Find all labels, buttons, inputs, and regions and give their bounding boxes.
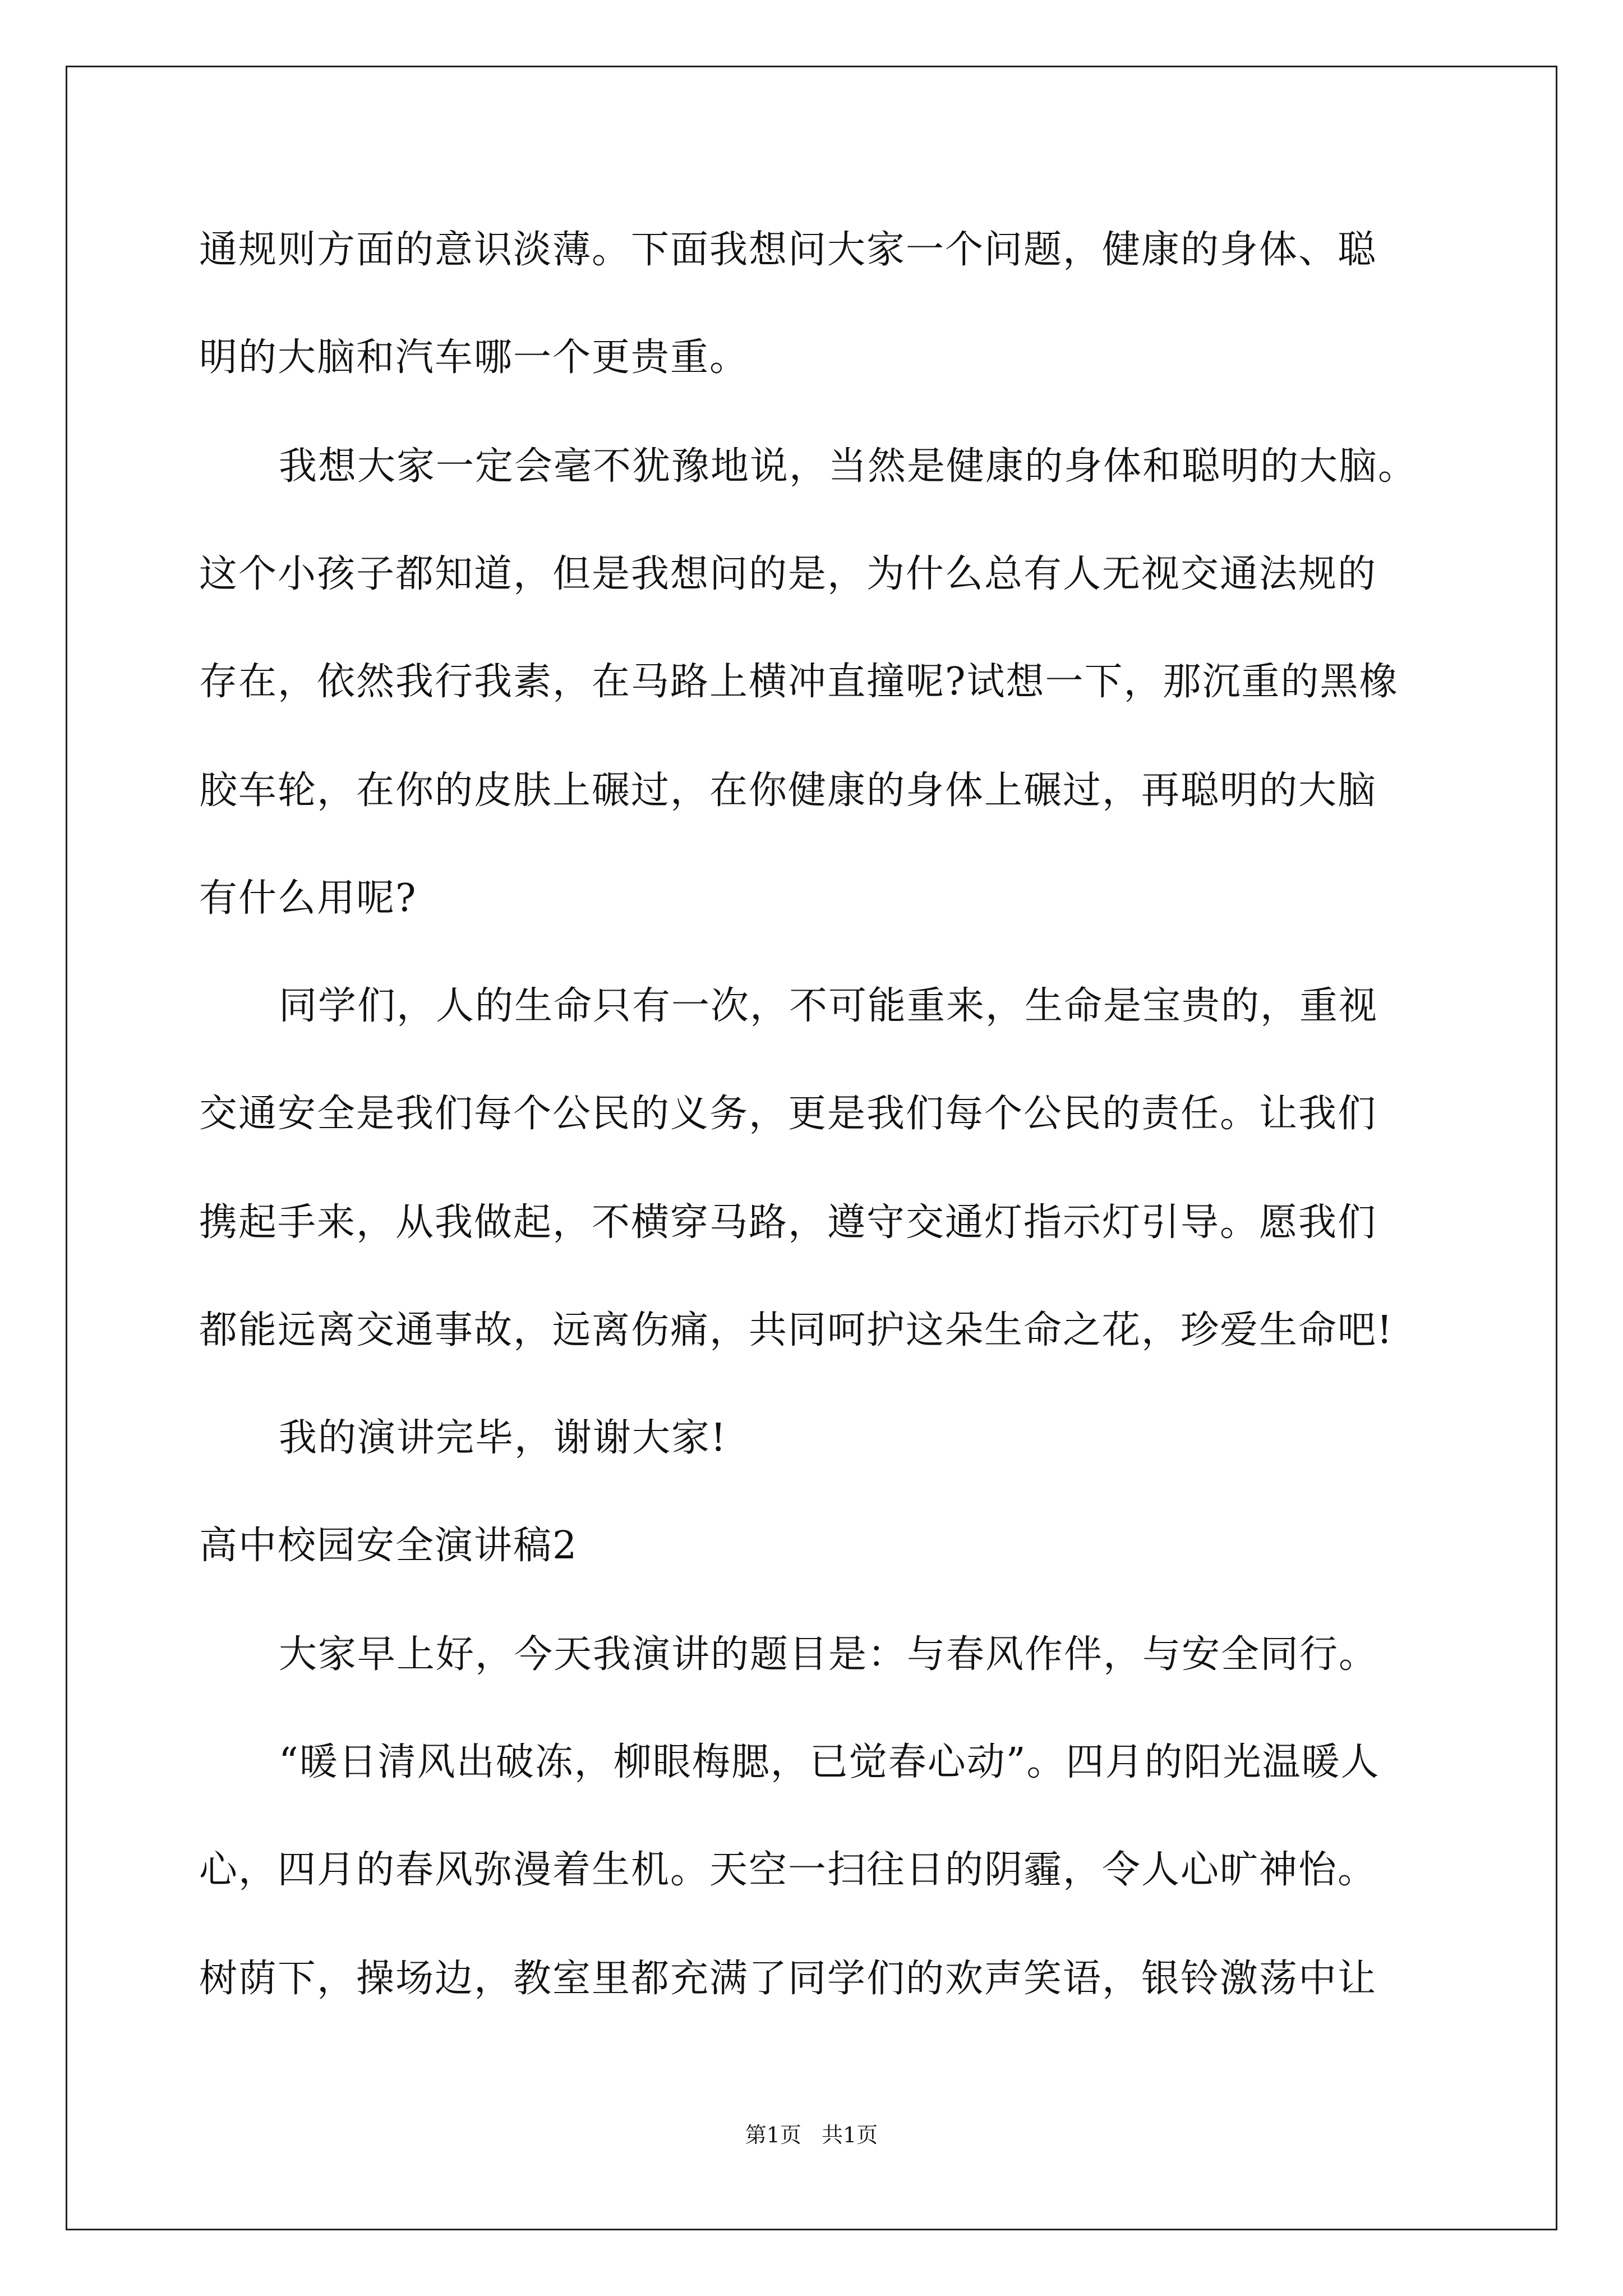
body-line: 存在，依然我行我素，在马路上横冲直撞呢?试想一下，那沉重的黑橡: [199, 660, 1399, 704]
body-line: 大家早上好，今天我演讲的题目是：与春风作伴，与安全同行。: [279, 1632, 1378, 1677]
body-line: 同学们，人的生命只有一次，不可能重来，生命是宝贵的，重视: [279, 984, 1378, 1028]
body-line: 这个小孩子都知道，但是我想问的是，为什么总有人无视交通法规的: [199, 552, 1377, 596]
body-line: 交通安全是我们每个公民的义务，更是我们每个公民的责任。让我们: [199, 1092, 1377, 1136]
body-line: 树荫下，操场边，教室里都充满了同学们的欢声笑语，银铃激荡中让: [199, 1957, 1377, 2001]
body-line: 都能远离交通事故，远离伤痛，共同呵护这朵生命之花，珍爱生命吧!: [199, 1308, 1394, 1352]
body-line: 胶车轮，在你的皮肤上碾过，在你健康的身体上碾过，再聪明的大脑: [199, 769, 1377, 813]
body-line: 有什么用呢?: [199, 876, 417, 921]
page-border: [66, 66, 1557, 2230]
page-footer: 第1页 共1页: [745, 2123, 878, 2147]
body-line: 我的演讲完毕，谢谢大家!: [279, 1416, 727, 1460]
body-line: 我想大家一定会毫不犹豫地说，当然是健康的身体和聪明的大脑。: [279, 444, 1418, 489]
body-line: 明的大脑和汽车哪一个更贵重。: [199, 335, 749, 380]
body-line: 通规则方面的意识淡薄。下面我想问大家一个问题，健康的身体、聪: [199, 228, 1377, 272]
body-line: 心，四月的春风弥漫着生机。天空一扫往日的阴霾，令人心旷神怡。: [199, 1848, 1377, 1892]
body-line: “暖日清风出破冻，柳眼梅腮，已觉春心动”。四月的阳光温暖人: [279, 1740, 1380, 1784]
body-line: 携起手来，从我做起，不横穿马路，遵守交通灯指示灯引导。愿我们: [199, 1200, 1377, 1245]
section-heading: 高中校园安全演讲稿2: [199, 1524, 578, 1568]
